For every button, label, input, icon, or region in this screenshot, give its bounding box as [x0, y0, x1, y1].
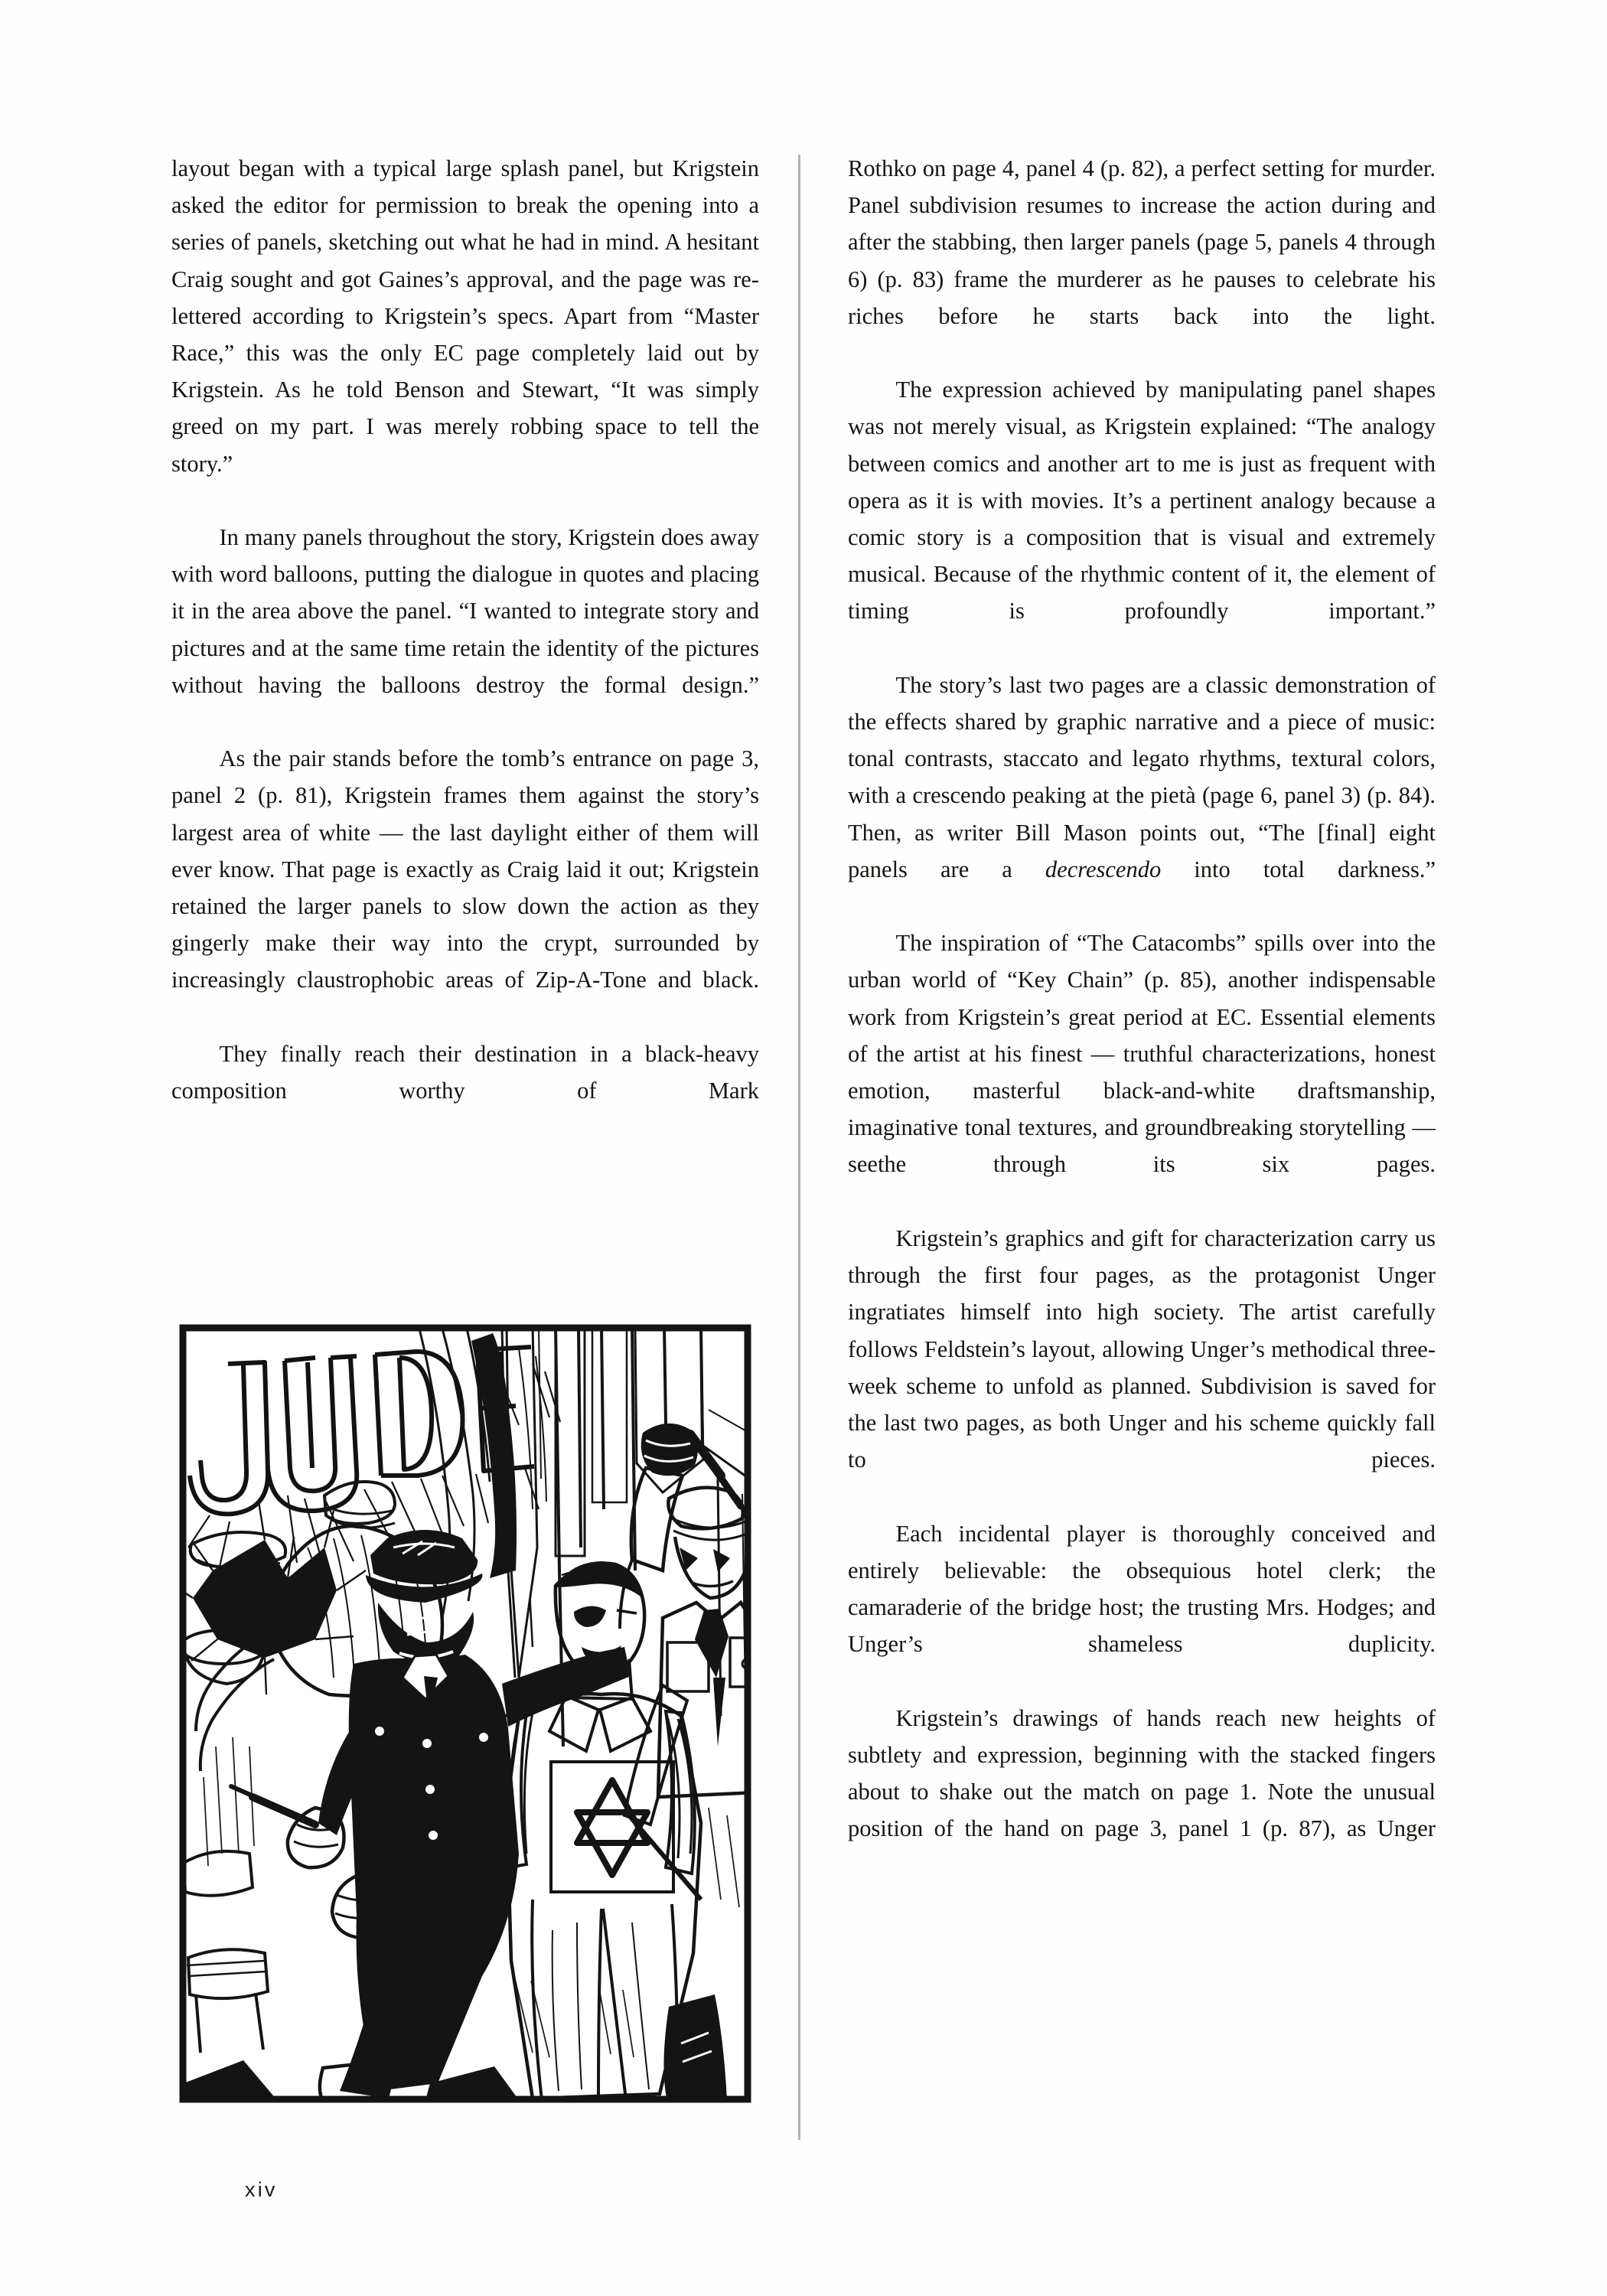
comic-panel-illustration	[173, 1318, 758, 2109]
column-right	[848, 150, 1436, 1884]
paragraph: The inspiration of “The Catacombs” spills over into the urban world of “Key Chain” (p. 85), another indispensable work from Krigstein’s great period at EC. Essential elements of the artist at his finest — truthful characterizations, honest emotion, masterful black-and-white draftsmanship, imaginative tonal textures, and groundbreaking storytelling — seethe through its six pages.	[848, 930, 1436, 1178]
paragraph: Each incidental player is thoroughly conceived and entirely believable: the obsequious hotel clerk; the camaraderie of the bridge host; the trusting Mrs. Hodges; and Unger’s shameless duplicity.	[848, 1520, 1436, 1658]
paragraph: Rothko on page 4, panel 4 (p. 82), a perfect setting for murder. Panel subdivision resumes to increase the action during and after the stabbing, then larger panels (page 5, panels 4 through 6) (p. 83) frame the murderer as he pauses to celebrate his riches before he starts back into the light.	[848, 155, 1436, 329]
paragraph: layout began with a typical large splash panel, but Krigstein asked the editor for permission to break the opening into a series of panels, sketching out what he had in mind. A hesitant Craig sought and got Gaines’s approval, and the page was re-lettered according to Krigstein’s specs. Apart from “Master Race,” this was the only EC page completely laid out by Krigstein. As he told Benson and Stewart, “It was simply greed on my part. I was merely robbing space to tell the story.”	[171, 155, 759, 477]
comic-illustration-svg	[173, 1318, 758, 2109]
paragraph: Krigstein’s graphics and gift for characterization carry us through the first four pages, as the protagonist Unger ingratiates himself into high society. The artist carefully follows Feldstein’s layout, allowing Unger’s methodical three-week scheme to unfold as planned. Subdivision is saved for the last two pages, as both Unger and his scheme quickly fall to pieces.	[848, 1225, 1436, 1473]
italic-term: decrescendo	[1045, 856, 1162, 882]
paragraph-tail: into total darkness.”	[1161, 856, 1436, 882]
paragraph: The expression achieved by manipulating panel shapes was not merely visual, as Krigstein explained: “The analogy between comics and another art to me is just as frequent with opera as it is with movies. It’s a pertinent analogy because a comic story is a composition that is visual and extremely musical. Because of the rhythmic content of it, the element of timing is profoundly important.”	[848, 377, 1436, 625]
paragraph: As the pair stands before the tomb’s entrance on page 3, panel 2 (p. 81), Krigstein frames them against the story’s largest area of white — the last daylight either of them will ever know. That page is exactly as Craig laid it out; Krigstein retained the larger panels to slow down the action as they gingerly make their way into the crypt, surrounded by increasingly claustrophobic areas of Zip-A-Tone and black.	[171, 745, 759, 993]
paragraph-text: The story’s last two pages are a classic demonstration of the effects shared by graphic narrative and a piece of music: tonal contrasts, staccato and legato rhythms, textural colors, with a crescendo peaking at the pietà (page 6, panel 3) (p. 84). Then, as writer Bill Mason points out, “The [final] eight panels are a	[848, 671, 1436, 882]
paragraph: They finally reach their destination in a black-heavy composition worthy of Mark	[171, 1040, 759, 1104]
page-number-folio: xiv	[245, 2178, 278, 2201]
paragraph: In many panels throughout the story, Krigstein does away with word balloons, putting the dialogue in quotes and placing it in the area above the panel. “I wanted to integrate story and pictures and at the same time retain the identity of the pictures without having the balloons destroy the formal design.”	[171, 524, 759, 698]
paragraph: Krigstein’s drawings of hands reach new heights of subtlety and expression, beginning with the stacked fingers about to shake out the match on page 1. Note the unusual position of the hand on page 3, panel 1 (p. 87), as Unger	[848, 1704, 1436, 1842]
column-left	[171, 150, 759, 1146]
paragraph-with-italic	[848, 667, 1436, 925]
column-divider-rule	[798, 155, 800, 2140]
